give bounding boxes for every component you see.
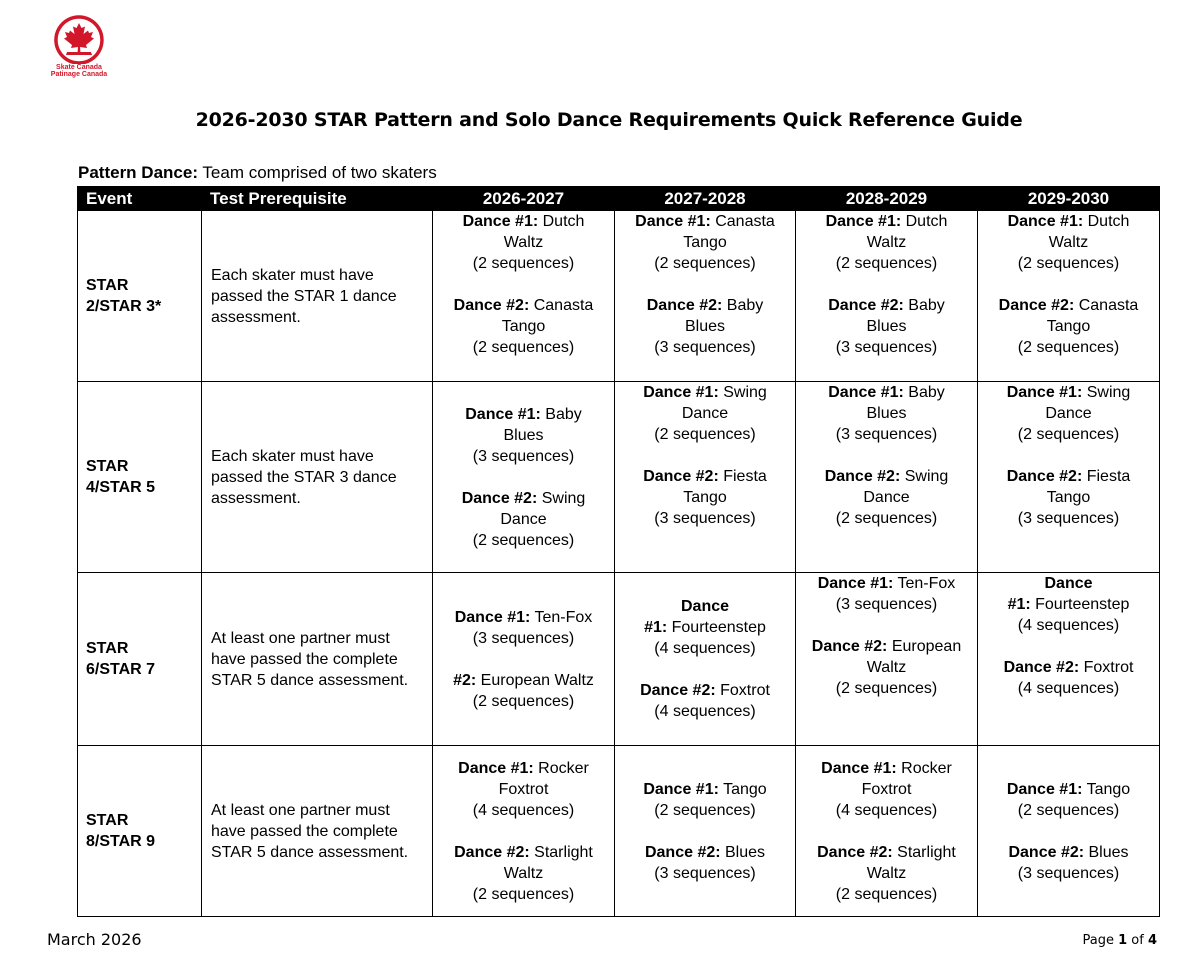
dance-cell [615,211,796,382]
event-line: 8/STAR 9 [86,833,156,850]
dance-detail: Swing [1082,384,1131,401]
cell-line [982,821,1155,842]
dance-detail: (3 sequences) [1017,864,1120,882]
cell-line [437,404,610,425]
cell-line [619,701,791,722]
cell-line [982,636,1155,657]
cell-line [437,253,610,274]
dance-number: #1: [644,619,668,636]
event-line: 4/STAR 5 [86,479,156,496]
dance-detail: (3 sequences) [835,426,938,443]
cell-line [982,466,1155,487]
dance-detail: Baby [903,297,945,314]
cell-line [800,211,973,232]
dance-number: Dance #1: [635,213,711,230]
cell-line [437,779,610,800]
dance-detail: Blues [720,843,766,861]
dance-detail: Dance [863,489,910,506]
dance-cell [433,382,615,573]
dance-detail: (2 sequences) [654,426,756,443]
cell-line [437,863,610,884]
dance-number: #2: [453,671,477,689]
dance-number: Dance #2: [817,843,893,861]
dance-number: Dance #1: [828,384,904,401]
dance-detail: Waltz [866,234,907,251]
cell-line [982,657,1155,678]
cell-line [800,316,973,337]
dance-detail: Rocker [896,759,952,777]
cell-line [800,594,973,615]
dance-detail: (3 sequences) [654,510,756,527]
cell-line [982,337,1155,358]
dance-detail: Foxtrot [1079,659,1134,676]
cell-line [437,488,610,509]
dance-detail: Dutch [901,213,948,230]
dance-detail: (4 sequences) [654,640,756,657]
dance-number: Dance #2: [1003,659,1080,676]
dance-cell [433,573,615,746]
table-header-row [78,187,1160,211]
dance-detail: Swing [537,489,586,507]
dance-detail: (2 sequences) [835,885,938,903]
table-row [78,382,1160,573]
cell-line [800,678,973,699]
cell-line [982,211,1155,232]
dance-detail: (2 sequences) [472,885,575,903]
cell-line [619,680,791,701]
cell-line [800,758,973,779]
section-heading [78,163,437,183]
cell-line [619,253,791,274]
cell-line [982,316,1155,337]
dance-detail: (4 sequences) [835,801,938,819]
dance-detail: Canasta [1074,297,1139,314]
dance-detail: (2 sequences) [835,255,938,272]
cell-line [619,638,791,659]
cell-line [437,337,610,358]
cell-line [437,274,610,295]
dance-detail: (2 sequences) [835,510,938,527]
dance-detail: Foxtrot [715,682,770,699]
event-cell [78,746,202,917]
header-2027-2028: 2027-2028 [615,187,796,211]
page-of: of [1127,933,1148,948]
dance-cell [615,382,796,573]
cell-line [619,779,791,800]
dance-detail: (2 sequences) [1017,801,1120,819]
cell-line [800,295,973,316]
prerequisite-cell: Each skater must have passed the STAR 3 dance assessment. [202,382,433,573]
prerequisite-cell: At least one partner must have passed the complete STAR 5 dance assessment. [202,746,433,917]
dance-detail: Fiesta [1082,468,1131,485]
cell-line [437,211,610,232]
cell-line [800,253,973,274]
event-line: STAR [86,812,129,829]
page-label: Page [1082,933,1119,948]
cell-line [800,657,973,678]
event-cell [78,573,202,746]
cell-line [437,884,610,905]
cell-line [437,691,610,712]
cell-line [800,884,973,905]
event-line: 6/STAR 7 [86,661,156,678]
cell-line [437,758,610,779]
dance-detail: Blues [1084,843,1129,861]
dance-detail: (2 sequences) [654,255,756,272]
logo-line-2: Patinage Canada [50,71,108,78]
cell-line [619,211,791,232]
cell-line [800,636,973,657]
dance-detail: (2 sequences) [1017,426,1120,443]
dance-number: Dance #2: [998,297,1075,314]
dance-cell [796,211,978,382]
dance-number: Dance #2: [1006,468,1083,485]
cell-line [800,779,973,800]
cell-line [619,295,791,316]
maple-leaf-icon [52,14,106,64]
dance-detail: (2 sequences) [1017,339,1120,356]
cell-line [982,445,1155,466]
dance-number: Dance #1: [643,384,719,401]
dance-detail: Swing [900,468,949,485]
dance-detail: Foxtrot [861,780,912,798]
cell-line [800,842,973,863]
dance-detail: (3 sequences) [835,596,938,613]
header-2028-2029: 2028-2029 [796,187,978,211]
dance-number: Dance [680,598,730,615]
cell-line [982,487,1155,508]
dance-detail: (2 sequences) [654,801,756,819]
dance-number: Dance #2: [828,297,904,314]
dance-detail: Dance [681,405,729,422]
dance-number: Dance #1: [1007,213,1084,230]
dance-number: Dance #2: [1008,843,1085,861]
dance-cell [796,746,978,917]
cell-line [800,382,973,403]
dance-number: Dance #1: [462,213,539,230]
dance-detail: (2 sequences) [472,339,575,356]
cell-line [800,445,973,466]
cell-line [982,863,1155,884]
cell-line [619,403,791,424]
cell-line [437,295,610,316]
cell-line [619,596,791,617]
dance-number: Dance #1: [465,405,541,423]
dance-detail: Waltz [866,864,907,882]
dance-number: Dance #2: [461,489,538,507]
dance-detail: (3 sequences) [472,629,575,647]
dance-detail: Fourteenstep [667,619,766,636]
cell-line [619,337,791,358]
dance-detail: Rocker [533,759,589,777]
dance-detail: Starlight [529,843,593,861]
cell-line [982,573,1155,594]
dance-cell [978,573,1160,746]
cell-line [800,573,973,594]
dance-detail: (2 sequences) [472,255,575,272]
cell-line [437,607,610,628]
cell-line [800,821,973,842]
cell-line [437,509,610,530]
cell-line [800,232,973,253]
cell-line [982,800,1155,821]
header-prerequisite: Test Prerequisite [202,187,433,211]
dance-number: Dance #1: [821,759,897,777]
page-current: 1 [1118,933,1128,948]
dance-detail: (3 sequences) [654,864,756,882]
dance-number: Dance #1: [643,780,719,798]
cell-line [437,232,610,253]
cell-line [437,842,610,863]
dance-number: Dance #1: [1006,384,1083,401]
cell-line [437,628,610,649]
dance-detail: Fourteenstep [1030,596,1130,613]
event-cell [78,211,202,382]
header-event: Event [78,187,202,211]
dance-number: Dance #2: [453,297,530,314]
dance-detail: Dutch [1083,213,1130,230]
cell-line [437,425,610,446]
page-total: 4 [1147,933,1157,948]
cell-line [619,445,791,466]
dance-detail: (4 sequences) [472,801,575,819]
dance-cell [978,211,1160,382]
cell-line [982,508,1155,529]
cell-line [619,274,791,295]
dance-number: Dance #2: [644,843,721,861]
dance-detail: Baby [903,384,945,401]
dance-detail: (3 sequences) [835,339,938,356]
dance-detail: Waltz [503,864,544,882]
dance-detail: (2 sequences) [835,680,938,697]
cell-line [800,466,973,487]
logo-line-1: Skate Canada [56,64,102,71]
cell-line [619,424,791,445]
dance-number: Dance [1044,575,1093,592]
dance-detail: Canasta [710,213,775,230]
cell-line [619,382,791,403]
dance-cell [615,573,796,746]
footer-date: March 2026 [47,930,142,949]
dance-detail: Tango [1082,780,1131,798]
skate-canada-logo [46,14,112,78]
cell-line [982,678,1155,699]
cell-line [437,530,610,551]
cell-line [437,316,610,337]
cell-line [619,508,791,529]
cell-line [982,594,1155,615]
dance-detail: Waltz [503,234,544,251]
cell-line [800,508,973,529]
dance-detail: (3 sequences) [472,447,575,465]
cell-line [800,615,973,636]
dance-number: Dance #2: [640,682,716,699]
dance-detail: (2 sequences) [472,692,575,710]
dance-detail: Blues [866,405,907,422]
dance-detail: Baby [722,297,764,314]
dance-detail: Tango [683,234,727,251]
cell-line [800,800,973,821]
cell-line [619,232,791,253]
dance-cell [978,382,1160,573]
cell-line [619,316,791,337]
cell-line [619,487,791,508]
cell-line [619,821,791,842]
dance-detail: Tango [683,489,727,506]
dance-number: Dance #1: [1006,780,1083,798]
cell-line [800,337,973,358]
dance-cell [978,746,1160,917]
cell-line [619,466,791,487]
section-label: Pattern Dance: [78,163,198,182]
cell-line [619,659,791,680]
dance-detail: Dutch [538,213,585,230]
dance-detail: Blues [866,318,907,335]
cell-line [437,821,610,842]
dance-detail: Dance [500,510,547,528]
cell-line [437,446,610,467]
event-line: STAR [86,640,129,657]
cell-line [982,403,1155,424]
dance-detail: Tango [718,780,767,798]
dance-detail: Blues [503,426,544,444]
dance-detail: Ten-Fox [893,575,956,592]
header-2026-2027: 2026-2027 [433,187,615,211]
dance-cell [796,573,978,746]
page-number [1083,933,1158,948]
dance-number: Dance #1: [817,575,894,592]
section-text: Team comprised of two skaters [202,163,437,182]
cell-line [982,842,1155,863]
dance-number: Dance #2: [824,468,901,485]
dance-cell [615,746,796,917]
dance-detail: (4 sequences) [654,703,756,720]
requirements-table [77,186,1160,917]
cell-line [982,232,1155,253]
dance-number: Dance #1: [458,759,534,777]
dance-detail: Waltz [866,659,907,676]
dance-detail: (4 sequences) [1017,680,1120,697]
cell-line [982,779,1155,800]
dance-cell [433,211,615,382]
dance-detail: Dance [1045,405,1092,422]
dance-detail: Tango [501,318,546,335]
cell-line [800,863,973,884]
page-title: 2026-2030 STAR Pattern and Solo Dance Requirements Quick Reference Guide [195,109,1023,131]
dance-detail: (3 sequences) [1017,510,1120,527]
cell-line [437,670,610,691]
prerequisite-cell: Each skater must have passed the STAR 1 dance assessment. [202,211,433,382]
cell-line [800,424,973,445]
dance-detail: European [887,638,962,655]
cell-line [982,382,1155,403]
cell-line [800,274,973,295]
dance-detail: Blues [684,318,726,335]
cell-line [619,842,791,863]
cell-line [437,800,610,821]
dance-number: Dance #1: [825,213,902,230]
cell-line [619,863,791,884]
dance-detail: Tango [1046,318,1091,335]
dance-detail: Fiesta [718,468,767,485]
dance-detail: European Waltz [476,671,594,689]
dance-detail: Foxtrot [498,780,549,798]
header-2029-2030: 2029-2030 [978,187,1160,211]
cell-line [982,295,1155,316]
dance-number: Dance #2: [643,468,719,485]
event-cell [78,382,202,573]
dance-number: #1: [1007,596,1031,613]
dance-detail: Tango [1046,489,1091,506]
cell-line [800,403,973,424]
cell-line [437,649,610,670]
prerequisite-cell: At least one partner must have passed the complete STAR 5 dance assessment. [202,573,433,746]
event-line: 2/STAR 3* [86,298,162,315]
cell-line [619,800,791,821]
cell-line [619,617,791,638]
dance-detail: (3 sequences) [654,339,756,356]
dance-detail: Ten-Fox [530,608,593,626]
dance-detail: Starlight [892,843,956,861]
dance-detail: Waltz [1048,234,1089,251]
dance-detail: Baby [540,405,582,423]
cell-line [982,424,1155,445]
dance-detail: (4 sequences) [1017,617,1120,634]
dance-detail: Canasta [529,297,594,314]
table-row [78,211,1160,382]
cell-line [982,274,1155,295]
table-row [78,746,1160,917]
dance-number: Dance #2: [454,843,530,861]
dance-cell [796,382,978,573]
dance-detail: (2 sequences) [472,531,575,549]
dance-number: Dance #2: [811,638,888,655]
cell-line [982,253,1155,274]
dance-number: Dance #2: [646,297,723,314]
dance-cell [433,746,615,917]
table-row [78,573,1160,746]
cell-line [437,467,610,488]
dance-detail: Swing [718,384,767,401]
cell-line [800,487,973,508]
dance-detail: (2 sequences) [1017,255,1120,272]
cell-line [982,615,1155,636]
event-line: STAR [86,277,129,294]
event-line: STAR [86,458,129,475]
dance-number: Dance #1: [454,608,531,626]
